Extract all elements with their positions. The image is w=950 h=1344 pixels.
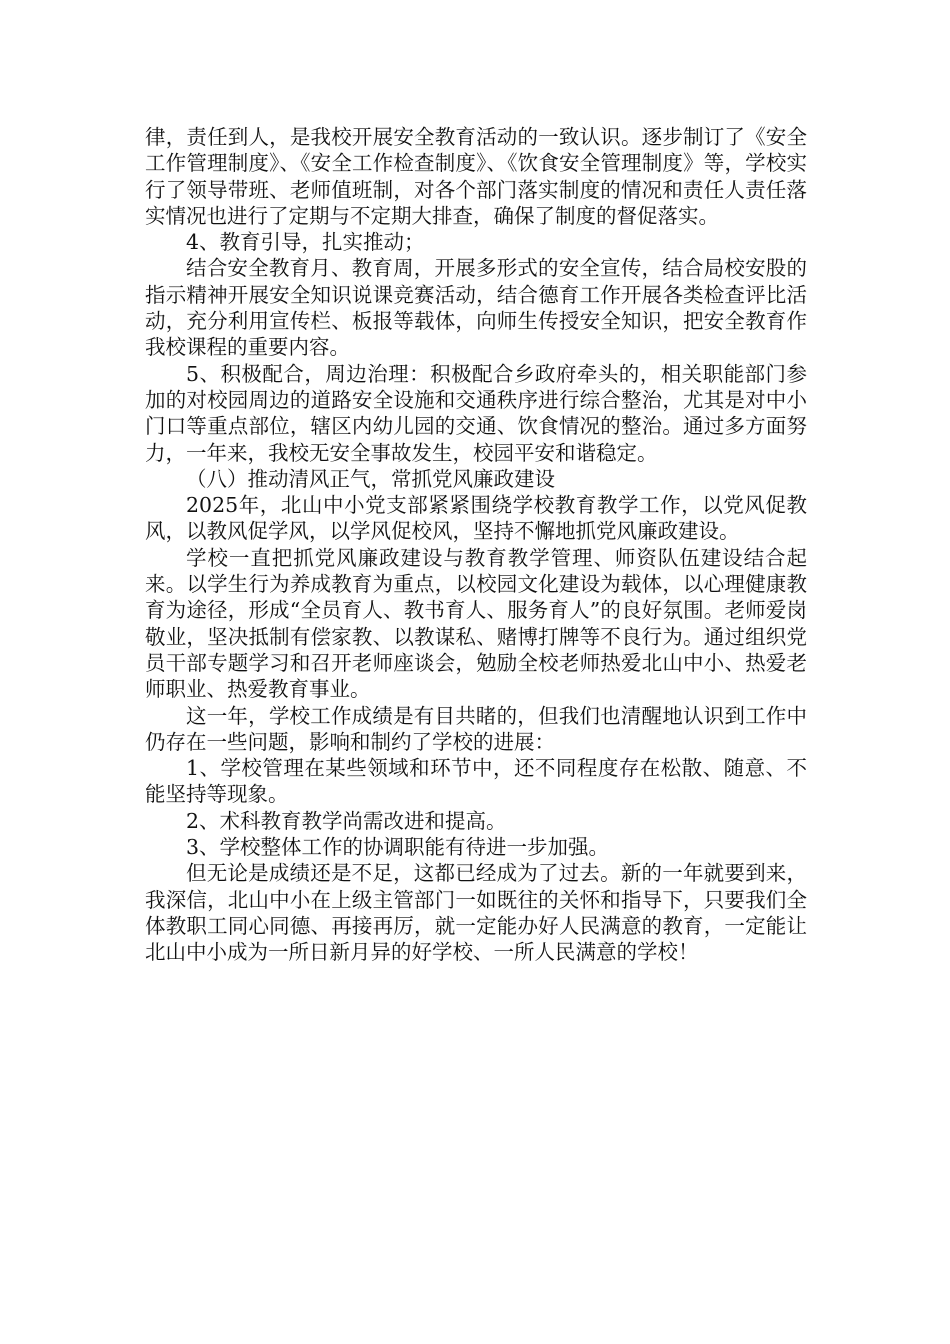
paragraph-safety-education: 结合安全教育月、教育周，开展多形式的安全宣传，结合局校安股的指示精神开展安全知识说课竞赛活动，结合德育工作开展各类检查评比活动，充分利用宣传栏、板报等载体，向师生传授安全知识，把安全教育作我校课程的重要内容。 <box>145 256 807 360</box>
item-4-heading: 4、教育引导，扎实推动； <box>186 230 425 255</box>
paragraph-party-integrity: 学校一直把抓党风廉政建设与教育教学管理、师资队伍建设结合起来。以学生行为养成教育为重点，以校园文化建设为载体，以心理健康教育为途径，形成“全员育人、教书育人、服务育人”的良好氛围。老师爱岗敬业，坚决抵制有偿家教、以教谋私、赌博打牌等不良行为。通过组织党员干部专题学习和召开老师座谈会，勉励全校老师热爱北山中小、热爱老师职业、热爱教育事业。 <box>145 545 807 702</box>
section-8-heading: （八）推动清风正气，常抓党风廉政建设 <box>186 466 555 491</box>
paragraph-problems-intro: 这一年，学校工作成绩是有目共睹的，但我们也清醒地认识到工作中仍存在一些问题，影响和制约了学校的进展： <box>145 703 807 754</box>
paragraph-conclusion: 但无论是成绩还是不足，这都已经成为了过去。新的一年就要到来，我深信，北山中小在上级主管部门一如既往的关怀和指导下，只要我们全体教职工同心同德、再接再厉，就一定能办好人民满意的教育，一定能让北山中小成为一所日新月异的好学校、一所人民满意的学校！ <box>145 861 807 965</box>
problem-item-2: 2、术科教育教学尚需改进和提高。 <box>186 808 507 833</box>
item-5-paragraph: 5、积极配合，周边治理：积极配合乡政府牵头的，相关职能部门参加的对校园周边的道路安全设施和交通秩序进行综合整治，尤其是对中小门口等重点部位，辖区内幼儿园的交通、饮食情况的整治。通过多方面努力，一年来，我校无安全事故发生，校园平安和谐稳定。 <box>145 361 807 465</box>
problem-item-3: 3、学校整体工作的协调职能有待进一步加强。 <box>186 835 610 860</box>
document-page <box>145 124 807 966</box>
paragraph-safety-rules: 律，责任到人，是我校开展安全教育活动的一致认识。逐步制订了《安全工作管理制度》、《安全工作检查制度》、《饮食安全管理制度》等，学校实行了领导带班、老师值班制，对各个部门落实制度的情况和责任人责任落实情况也进行了定期与不定期大排查，确保了制度的督促落实。 <box>145 125 807 228</box>
paragraph-party-2025: 2025年，北山中小党支部紧紧围绕学校教育教学工作，以党风促教风，以教风促学风，以学风促校风，坚持不懈地抓党风廉政建设。 <box>145 493 807 544</box>
problem-item-1: 1、学校管理在某些领域和环节中，还不同程度存在松散、随意、不能坚持等现象。 <box>145 756 807 807</box>
